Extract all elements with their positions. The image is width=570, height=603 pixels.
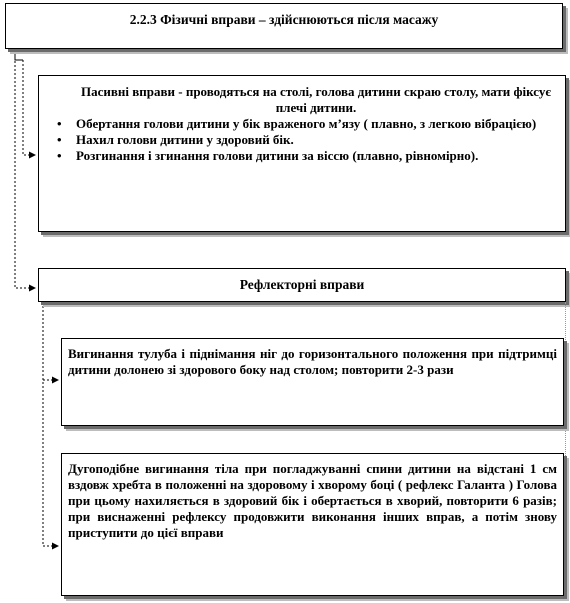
section-title-box [5, 3, 563, 49]
reflex-exercises-title: Рефлекторні вправи [239, 277, 365, 292]
reflex-exercises-box [38, 268, 566, 302]
list-item: • Обертання голови дитини у бік враженого м’язу ( плавно, з легкою вібрацією) [76, 116, 557, 132]
exercise-1-text: Вигинання тулуба і піднімання ніг до горизонтального положення при підтримці дитини долонею зі здорового боку над столом; повторити 2-3 рази [68, 346, 557, 378]
connector-to-passive-box [23, 60, 35, 155]
section-title: 2.2.3 Фізичні вправи – здійснюються після масажу [129, 12, 439, 27]
exercise-2-text: Дугоподібне вигинання тіла при погладжуванні спини дитини на відстані 1 см вздовж хребта в положенні на здоровому і хворому боці ( рефлекс Галанта ) Голова при цьому нахиляється в здоровий бік і обертається в хворий, повторити 6 разів; при виснаженні рефлексу продовжити виконання інших вправ, а потім знову приступити до цієї вправи [68, 461, 557, 541]
list-item: • Розгинання і згинання голови дитини за віссю (плавно, рівномірно). [76, 148, 557, 164]
passive-exercises-list [53, 116, 557, 164]
exercise-2-box [61, 453, 564, 596]
exercise-1-box [61, 338, 564, 426]
passive-exercises-intro: Пасивні вправи - проводяться на столі, голова дитини скраю столу, мати фіксує плечі дитини. [81, 84, 552, 116]
list-item: • Нахил голови дитини у здоровий бік. [76, 132, 557, 148]
passive-exercises-box [38, 75, 566, 232]
connector-to-reflex-box [15, 49, 35, 288]
